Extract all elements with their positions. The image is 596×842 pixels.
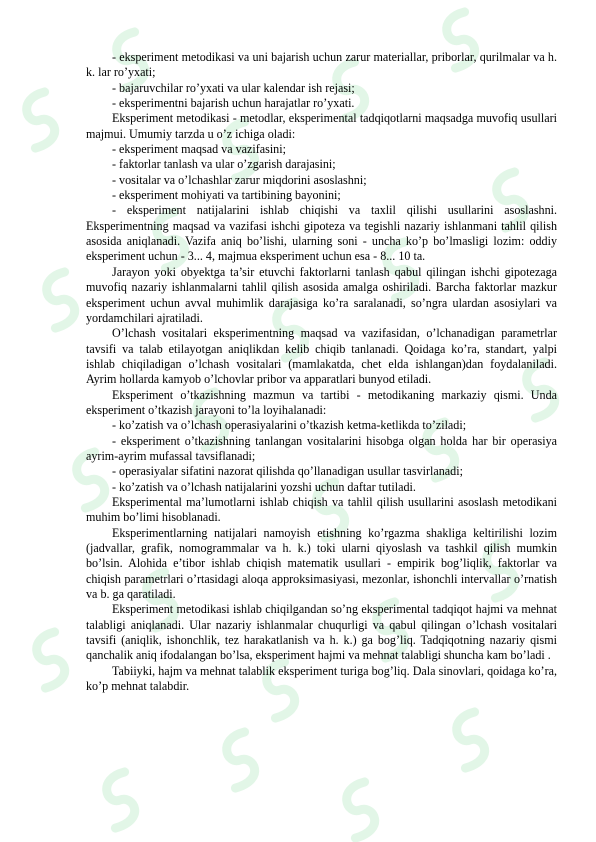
paragraph: O’lchash vositalari eksperimentning maqsad va vazifasidan, o’lchanadigan parametrlar tavsifi va talab etilayotgan aniqlikdan kelib chiqib tanlanadi. Qoidaga ko’ra, standart, yalpi ishlab chiqiladigan o’lchash vositalari (mamlakatda, chet elda ishlangan)dan foydalaniladi. Ayrim hollarda kamyob o’lchovlar pribor va apparatlari bunyod etiladi. — [86, 326, 557, 387]
paragraph: Eksperimental ma’lumotlarni ishlab chiqish va tahlil qilish usullarini asoslash metodikani muhim bo’limi hisoblanadi. — [86, 494, 557, 525]
paragraph: Eksperiment metodikasi ishlab chiqilgandan so’ng eksperimental tadqiqot hajmi va mehnat talabligi aniqlanadi. Ular nazariy ishlanmalar chuqurligi va qabul qilingan o’lchash vositalari tavsifi (aniqlik, ishonchlik, tez harakatlanish va h. k.) ga bog’liq. Tadqiqotning nazariy qismi qanchalik aniq ifodalangan bo’lsa, eksperiment hajmi va mehnat talabligi shuncha kam bo’ladi . — [86, 602, 557, 663]
watermark-glyph — [33, 271, 88, 330]
paragraph: - eksperiment natijalarini ishlab chiqishi va taxlil qilishi usullarini asoslashni. Eksperimentning maqsad va vazifasi ishchi gipoteza va tegishli nazariy ishlanmani tahlil qilish asosida aniqlanadi. Vazifa aniq bo’lishi, ularning soni - uncha ko’p bo’lmasligi lozim: oddiy eksperiment uchun - 3... 4, majmua eksperiment uchun esa - 8... 10 ta. — [86, 203, 557, 264]
document-body — [86, 50, 557, 694]
paragraph: Tabiiyki, hajm va mehnat talablik eksperiment turiga bog’liq. Dala sinovlari, qoidaga ko’ra, ko’p mehnat talabdir. — [86, 663, 557, 694]
paragraph: Eksperiment metodikasi - metodlar, eksperimental tadqiqotlarni maqsadga muvofiq usullari majmui. Umumiy tarzda u o’z ichiga oladi: — [86, 111, 557, 141]
paragraph: - eksperiment o’tkazishning tanlangan vositalarini hisobga olgan holda har bir operasiya ayrim-ayrim mufassal tavsiflanadi; — [86, 433, 557, 463]
watermark-glyph — [213, 731, 268, 790]
paragraph: Eksperiment o’tkazishning mazmun va tartibi - metodikaning markaziy qismi. Unda eksperiment o’tkazish jarayoni to’la loyihalanadi: — [86, 387, 557, 417]
watermark-glyph — [443, 711, 498, 770]
paragraph: - faktorlar tanlash va ular o’zgarish darajasini; — [112, 157, 336, 172]
paragraph: - operasiyalar sifatini nazorat qilishda qo’llanadigan usullar tasvirlanadi; — [112, 464, 463, 479]
watermark-glyph — [333, 781, 388, 840]
paragraph: - vositalar va o’lchashlar zarur miqdorini asoslashni; — [112, 172, 367, 187]
watermark-glyph — [23, 631, 78, 690]
paragraph: - ko’zatish va o’lchash natijalarini yozshi uchun daftar tutiladi. — [112, 479, 416, 494]
paragraph: - ko’zatish va o’lchash operasiyalarini o’tkazish ketma-ketlikda to’ziladi; — [112, 418, 467, 433]
paragraph: - eksperiment mohiyati va tartibining bayonini; — [112, 188, 341, 203]
paragraph: - eksperimentni bajarish uchun harajatlar ro’yxati. — [112, 96, 355, 111]
paragraph: Eksperimentlarning natijalari namoyish etishning ko’rgazma shakliga keltirilishi lozim (jadvallar, grafik, nomogrammalar va h. k.) toki ularni qiyoslash va tashkil qilish mumkin bo’lsin. Alohida e’tibor ishlab chiqish matematik usullari - empirik bog’liqlik, faktorlar va chiqish parametrlari o’rtasidagi aloqa approksimasiyasi, mezonlar, ishonchli intervallar o’rnatish va b. ga qaratiladi. — [86, 525, 557, 602]
watermark-glyph — [13, 91, 68, 150]
watermark-glyph — [93, 771, 148, 830]
paragraph: Jarayon yoki obyektga ta’sir etuvchi faktorlarni tanlash qabul qilingan ishchi gipotezaga muvofiq nazariy ishlanmalarni tahlil qilish asosida amalga oshiriladi. Barcha faktorlar mazkur eksperiment uchun avval muhimlik darajasiga ko’ra saralanadi, so’ngra ulardan asosiylari va yordamchilari ajratiladi. — [86, 264, 557, 325]
paragraph: - eksperiment maqsad va vazifasini; — [112, 142, 286, 157]
paragraph: - eksperiment metodikasi va uni bajarish uchun zarur materiallar, priborlar, qurilmalar va h. k. lar ro’yxati; — [86, 50, 557, 80]
paragraph: - bajaruvchilar ro’yxati va ular kalendar ish rejasi; — [112, 80, 355, 95]
